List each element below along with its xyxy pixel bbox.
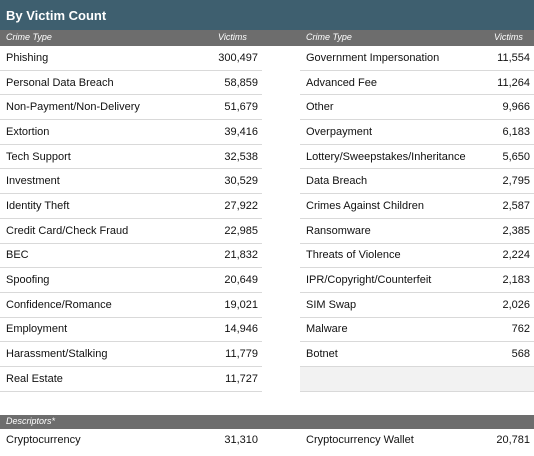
- table-row: [300, 169, 534, 194]
- descriptors-label: Descriptors*: [6, 416, 56, 426]
- table-row: [300, 268, 534, 293]
- table-row: [300, 293, 534, 318]
- left-column: [0, 46, 262, 392]
- left-crime-type-cell: Non-Payment/Non-Delivery: [6, 101, 140, 114]
- right-crime-type-cell: Advanced Fee: [306, 76, 377, 89]
- table-row: [0, 145, 262, 170]
- right-crime-type-cell: Botnet: [306, 348, 338, 361]
- right-crime-type-cell: IPR/Copyright/Counterfeit: [306, 274, 432, 287]
- right-victims-cell: 2,385: [502, 224, 530, 237]
- table-row: [300, 219, 534, 244]
- left-crime-type-cell: Spoofing: [6, 274, 50, 287]
- right-crime-type-cell: Crimes Against Children: [306, 199, 424, 212]
- left-victims-cell: 39,416: [224, 125, 258, 138]
- left-crime-type-cell: Extortion: [6, 125, 50, 138]
- left-victims-cell: 32,538: [224, 150, 258, 163]
- right-crime-type-cell: Threats of Violence: [306, 249, 401, 262]
- table-row: [300, 367, 534, 392]
- left-crime-type-cell: Harassment/Stalking: [6, 348, 108, 361]
- right-victims-cell: 2,587: [502, 199, 530, 212]
- table-row: [300, 194, 534, 219]
- left-victims-cell: 51,679: [224, 101, 258, 114]
- right-crime-type-cell: Other: [306, 101, 334, 114]
- table-row: [300, 145, 534, 170]
- table-row: [300, 95, 534, 120]
- right-victims-cell: 762: [511, 323, 530, 336]
- table-title: [0, 0, 534, 30]
- table-row: [0, 268, 262, 293]
- left-crime-type-cell: Credit Card/Check Fraud: [6, 224, 129, 237]
- descriptor-left-victims: 31,310: [224, 434, 258, 446]
- left-victims-header: Victims: [218, 32, 247, 42]
- left-crime-type-header: Crime Type: [6, 32, 52, 42]
- right-victims-cell: 6,183: [502, 125, 530, 138]
- left-victims-cell: 11,779: [225, 348, 258, 361]
- left-victims-cell: 21,832: [224, 249, 258, 262]
- left-crime-type-cell: Tech Support: [6, 150, 71, 163]
- right-crime-type-cell: Malware: [306, 323, 348, 336]
- left-crime-type-cell: Identity Theft: [6, 199, 70, 212]
- left-crime-type-cell: Employment: [6, 323, 68, 336]
- left-victims-cell: 14,946: [224, 323, 258, 336]
- right-crime-type-cell: Data Breach: [306, 175, 368, 188]
- table-row: [0, 46, 262, 71]
- right-crime-type-cell: Overpayment: [306, 125, 373, 138]
- right-victims-cell: 2,224: [502, 249, 530, 262]
- right-victims-cell: 11,554: [497, 51, 530, 64]
- left-crime-type-cell: Personal Data Breach: [6, 76, 114, 89]
- left-victims-cell: 19,021: [224, 298, 258, 311]
- table-row: [300, 244, 534, 269]
- left-victims-cell: 30,529: [224, 175, 258, 188]
- table-row: [0, 318, 262, 343]
- left-victims-cell: 20,649: [224, 274, 258, 287]
- left-crime-type-cell: BEC: [6, 249, 29, 262]
- left-victims-cell: 27,922: [224, 199, 258, 212]
- table-row: [0, 194, 262, 219]
- table-row: [0, 95, 262, 120]
- table-row: [0, 244, 262, 269]
- right-victims-cell: 5,650: [502, 150, 530, 163]
- left-crime-type-cell: Confidence/Romance: [6, 298, 112, 311]
- descriptor-left-name: Cryptocurrency: [6, 434, 81, 446]
- left-victims-cell: 22,985: [224, 224, 258, 237]
- table-row: [0, 120, 262, 145]
- table-title-text: By Victim Count: [6, 7, 107, 23]
- right-victims-cell: 2,795: [502, 175, 530, 188]
- table-row: [300, 46, 534, 71]
- right-crime-type-cell: Government Impersonation: [306, 51, 440, 64]
- left-victims-cell: 58,859: [224, 76, 258, 89]
- table-row: [0, 219, 262, 244]
- right-crime-type-header: Crime Type: [306, 32, 352, 42]
- table-row: [0, 293, 262, 318]
- descriptors-header: [0, 415, 534, 429]
- left-victims-cell: 300,497: [218, 51, 258, 64]
- right-victims-header: Victims: [494, 32, 523, 42]
- table-row: [0, 71, 262, 96]
- left-crime-type-cell: Phishing: [6, 51, 49, 64]
- table-row: [300, 71, 534, 96]
- right-victims-cell: 568: [511, 348, 530, 361]
- table-row: [0, 342, 262, 367]
- right-victims-cell: 2,183: [502, 274, 530, 287]
- table-row: [0, 169, 262, 194]
- table-row: [300, 120, 534, 145]
- right-column: [300, 46, 534, 392]
- left-victims-cell: 11,727: [225, 372, 258, 385]
- right-victims-cell: 2,026: [502, 298, 530, 311]
- column-header-row: [0, 30, 534, 46]
- left-crime-type-cell: Investment: [6, 175, 60, 188]
- table-row: [0, 367, 262, 392]
- table-row: [300, 342, 534, 367]
- descriptors-row: [0, 429, 534, 453]
- right-crime-type-cell: SIM Swap: [306, 298, 357, 311]
- table-row: [300, 318, 534, 343]
- right-crime-type-cell: Lottery/Sweepstakes/Inheritance: [306, 150, 466, 163]
- right-victims-cell: 11,264: [497, 76, 530, 89]
- descriptor-right-name: Cryptocurrency Wallet: [306, 434, 414, 446]
- right-victims-cell: 9,966: [502, 101, 530, 114]
- right-crime-type-cell: Ransomware: [306, 224, 371, 237]
- descriptor-right-victims: 20,781: [496, 434, 530, 446]
- left-crime-type-cell: Real Estate: [6, 372, 63, 385]
